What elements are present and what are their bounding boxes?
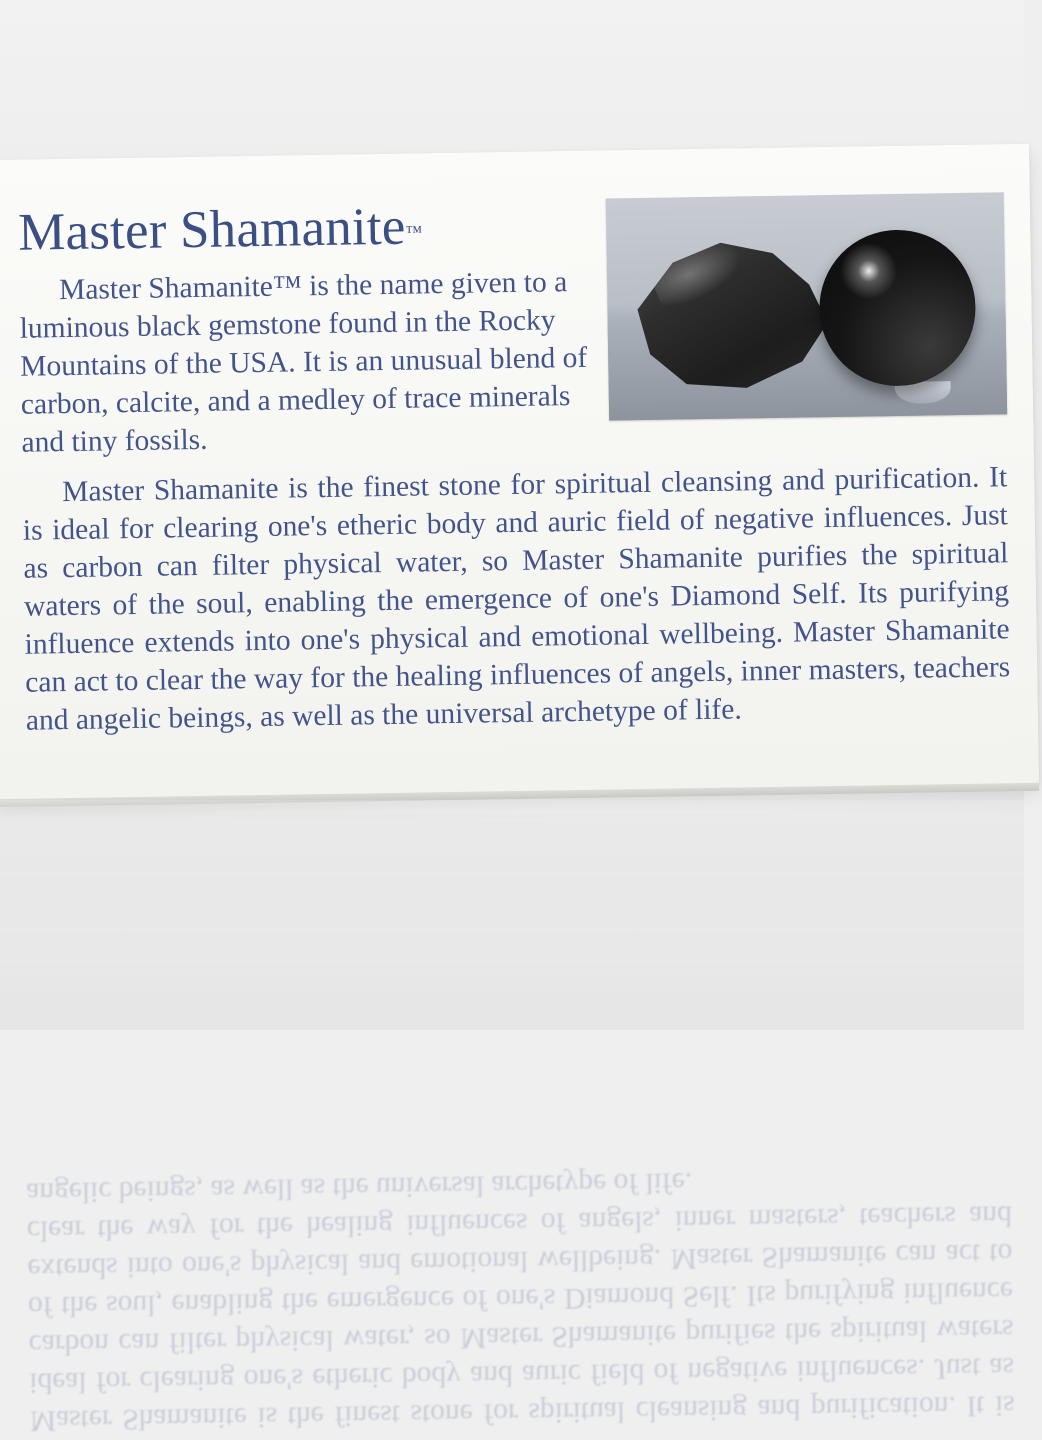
- card-reflection-text: [26, 1158, 1024, 1440]
- paragraph-intro-text: Master Shamanite™ is the name given to a luminous black gemstone found in the Rocky Mountains of the USA. It is an unusual blend of carbon, calcite, and a medley of trace minerals and tiny fossils.: [19, 266, 588, 459]
- paragraph-intro: [19, 262, 612, 461]
- trademark-symbol: ™: [405, 222, 423, 242]
- info-card: [0, 144, 1039, 800]
- page-title: Master Shamanite: [17, 197, 406, 262]
- backdrop-bottom: [0, 814, 1024, 1024]
- reflection-paragraph: Master Shamanite is the finest stone for spiritual cleansing and purification. It is ideal for clearing one's etheric body and auric field of negative influences. Just as carbon can filter physical water, so Master Shamanite purifies the spiritual waters of the soul, enabling the emergence of one's Diamond Self. Its purifying influence extends into one's physical and emotional wellbeing. Master Shamanite can act to clear the way for the healing influences of angels, inner masters, teachers and angelic beings, as well as the universal archetype of life.: [26, 1166, 1016, 1437]
- paragraph-properties: [22, 458, 1011, 739]
- backdrop-top: [0, 0, 1024, 170]
- body-copy: [19, 256, 1020, 740]
- card-bottom-edge: [0, 783, 1039, 807]
- paragraph-properties-text: Master Shamanite is the finest stone for spiritual cleansing and purification. It is ideal for clearing one's etheric body and auric field of negative influences. Just as carbon can filter physical water, so Master Shamanite purifies the spiritual waters of the soul, enabling the emergence of one's Diamond Self. Its purifying influence extends into one's physical and emotional wellbeing. Master Shamanite can act to clear the way for the healing influences of angels, inner masters, teachers and angelic beings, as well as the universal archetype of life.: [22, 461, 1011, 737]
- card-content: [18, 188, 1021, 772]
